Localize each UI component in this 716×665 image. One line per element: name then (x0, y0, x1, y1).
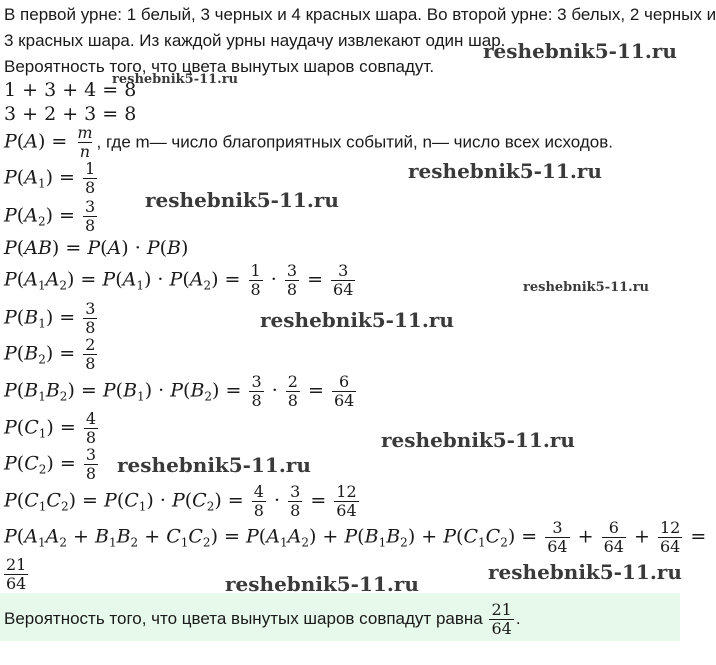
answer-text: Вероятность того, что цвета вынутых шаров совпадут равна (4, 608, 483, 628)
formula-pb1b2: $P(B_1B_2) = P(B_1) \cdot P(B_2)$ = $\frac{3}{8}$ · $\frac{2}{8}$ = $\frac{6}{64}$ (4, 372, 355, 410)
task-line-2: 3 красных шара. Из каждой урны наудачу извлекают один шар. (4, 31, 506, 50)
sum-urn-1: 1 + 3 + 4 = 8 (4, 79, 137, 101)
formula-pa: P(A) = $\frac{m}{n}$ , где m— число благоприятных событий, n— число всех исходов. (4, 123, 613, 161)
watermark: reshebnik5-11.ru (381, 428, 575, 452)
watermark: reshebnik5-11.ru (117, 453, 311, 477)
formula-total: $P(A_1A_2 + B_1B_2 + C_1C_2) = P(A_1A_2) + P(B_1B_2) + P(C_1C_2)$ = $\frac{3}{64}$ + $\frac{6}{64}$ + $\frac{12}{64}$ = (4, 518, 707, 556)
watermark: reshebnik5-11.ru (408, 159, 602, 183)
watermark: reshebnik5-11.ru (112, 72, 239, 87)
answer-block (0, 593, 680, 641)
watermark: reshebnik5-11.ru (225, 572, 419, 596)
task-line-1: В первой урне: 1 белый, 3 черных и 4 красных шара. Во второй урне: 3 белых, 2 черных и (4, 5, 716, 24)
formula-pa1: $P(A_1)$ = $\frac{1}{8}$ (4, 159, 96, 197)
formula-pb2: $P(B_2)$ = $\frac{2}{8}$ (4, 335, 96, 373)
formula-total-result: $\frac{21}{64}$ (6, 555, 27, 593)
watermark: reshebnik5-11.ru (488, 560, 682, 584)
answer-denominator: 64 (491, 619, 512, 638)
sum-urn-2: 3 + 2 + 3 = 8 (4, 103, 137, 125)
formula-pc2: $P(C_2)$ = $\frac{3}{8}$ (4, 445, 97, 483)
watermark: reshebnik5-11.ru (483, 39, 677, 63)
watermark: reshebnik5-11.ru (523, 280, 650, 295)
answer-numerator: 21 (491, 600, 512, 619)
formula-pb1: $P(B_1)$ = $\frac{3}{8}$ (4, 299, 96, 337)
formula-pa2: $P(A_2)$ = $\frac{3}{8}$ (4, 197, 96, 235)
answer-line: Вероятность того, что цвета вынутых шаров совпадут равна $\frac{21}{64}$ . (4, 600, 521, 638)
watermark: reshebnik5-11.ru (260, 308, 454, 332)
watermark: reshebnik5-11.ru (145, 188, 339, 212)
task-line-3: Вероятность того, что цвета вынутых шаров совпадут. (4, 57, 435, 76)
formula-pa1a2: $P(A_1A_2) = P(A_1) \cdot P(A_2)$ = $\frac{1}{8}$ · $\frac{3}{8}$ = $\frac{3}{64}$ (4, 261, 354, 299)
formula-pab: P(AB) = P(A) · P(B) (4, 237, 189, 259)
formula-pc1c2: $P(C_1C_2) = P(C_1) \cdot P(C_2)$ = $\frac{4}{8}$ · $\frac{3}{8}$ = $\frac{12}{64}$ (4, 482, 357, 520)
formula-pc1: $P(C_1)$ = $\frac{4}{8}$ (4, 409, 97, 447)
formula-pa-explanation: , где m— число благоприятных событий, n— число всех исходов. (96, 132, 613, 152)
